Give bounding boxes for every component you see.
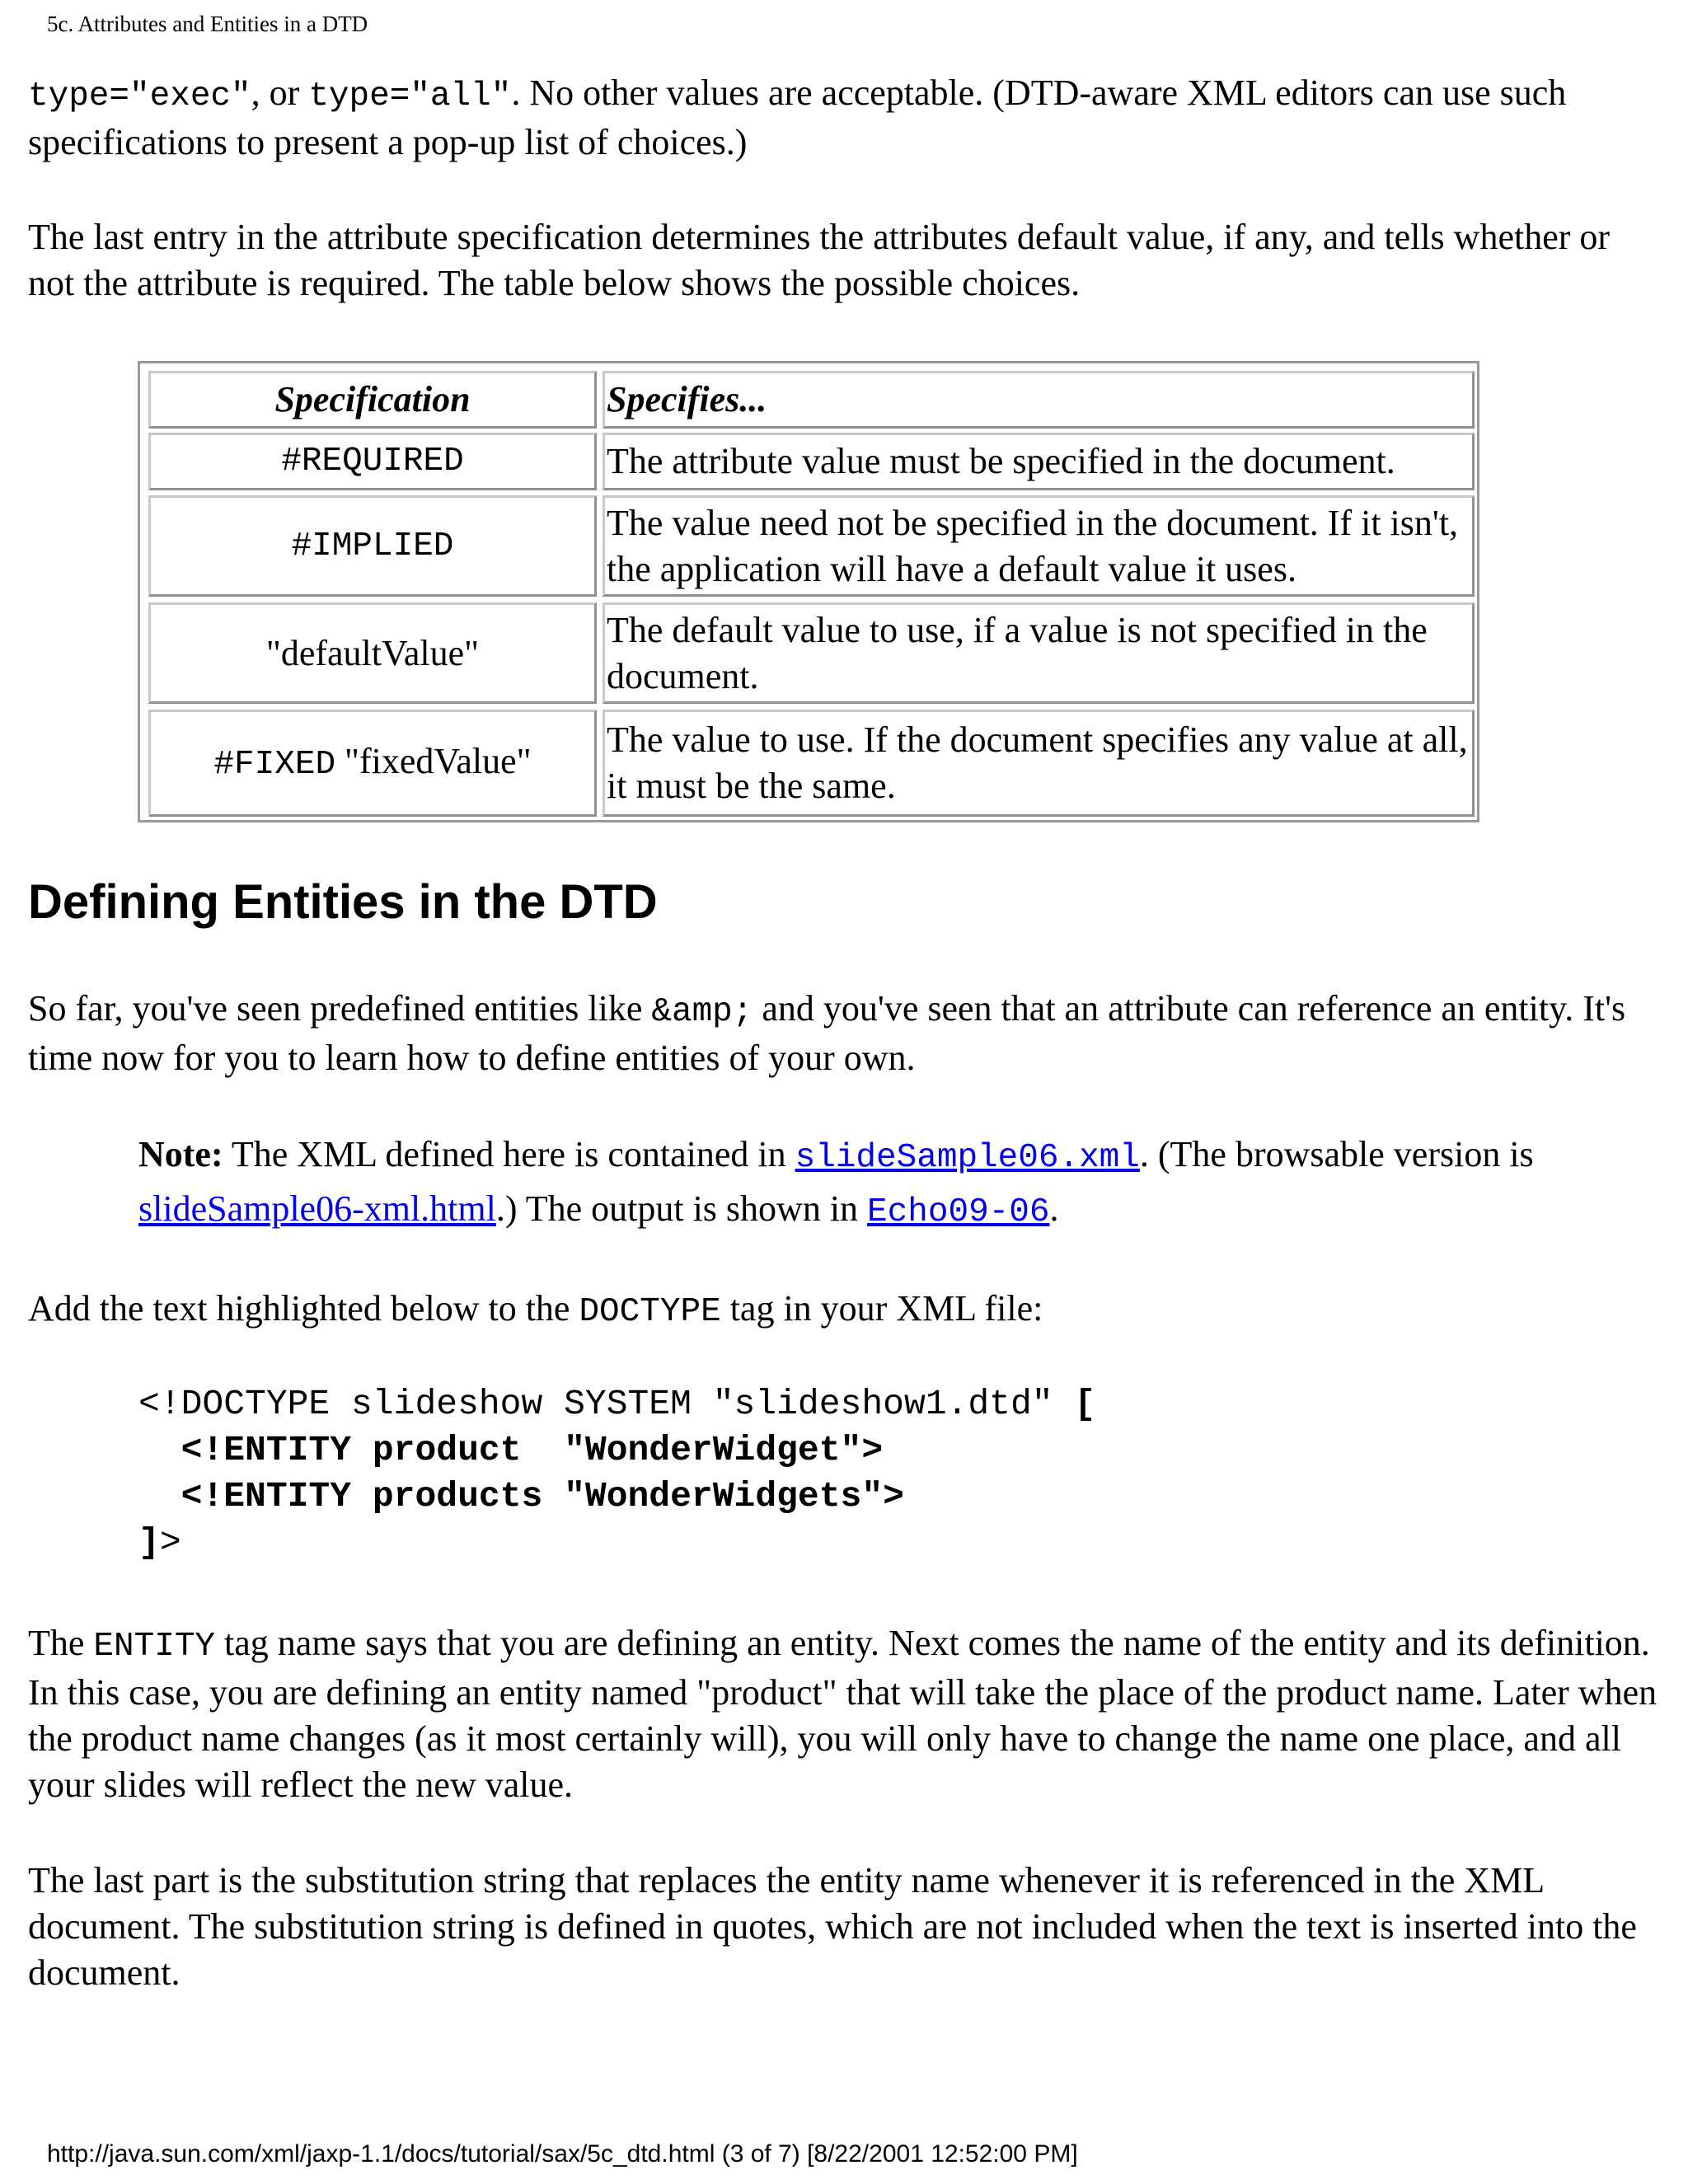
section-heading: Defining Entities in the DTD — [28, 875, 658, 929]
default-value-paragraph: The last entry in the attribute specification determines the attributes default value, if any, and tells whether or not the attribute is required. The table below shows the possible choices. — [28, 217, 1611, 303]
entity-explanation-paragraph — [28, 1620, 1660, 1808]
table-cell-desc — [603, 433, 1475, 490]
text-span: Add the text highlighted below to the — [28, 1288, 579, 1329]
slidesample06-xml-html-link[interactable]: slideSample06-xml.html — [138, 1188, 496, 1229]
text-span: . No other values are acceptable. (DTD-aware XML editors can use such specifications to present a pop-up list of choices.) — [28, 73, 1567, 162]
table-cell-desc — [603, 710, 1475, 817]
text-span: . (The browsable version is — [1139, 1134, 1534, 1174]
text-span: tag in your XML file: — [720, 1288, 1043, 1329]
note-paragraph — [138, 1129, 1622, 1238]
inline-code: &amp; — [651, 993, 753, 1031]
code-line-4: > — [159, 1522, 181, 1563]
code-line-2: <!ENTITY product "WonderWidget"> — [138, 1430, 884, 1470]
desc-text: The attribute value must be specified in the document. — [607, 441, 1395, 481]
text-span: .) The output is shown in — [495, 1188, 868, 1229]
inline-code: type="exec" — [28, 77, 251, 115]
table-cell-desc — [603, 495, 1475, 597]
text-span: The XML defined here is contained in — [223, 1134, 795, 1174]
entities-intro-paragraph — [28, 986, 1660, 1081]
table-cell-spec — [148, 433, 597, 490]
echo09-06-link[interactable]: Echo09-06 — [867, 1193, 1050, 1231]
substitution-paragraph: The last part is the substitution string that replaces the entity name whenever it is referenced in the XML document. The substitution string is defined in quotes, which are not included when the text is inserted into the document. — [28, 1860, 1637, 1993]
spec-text: "fixedValue" — [335, 741, 532, 781]
table-cell-desc — [603, 602, 1475, 704]
desc-text: The default value to use, if a value is not specified in the document. — [607, 609, 1428, 696]
inline-code: ENTITY — [93, 1628, 216, 1666]
spec-code: #REQUIRED — [281, 443, 464, 480]
text-span: , or — [251, 73, 309, 113]
desc-text: The value need not be specified in the document. If it isn't, the application will have a default value it uses. — [607, 502, 1459, 589]
specification-table — [138, 361, 1479, 823]
code-highlight: [ — [1074, 1384, 1096, 1424]
code-line-3: <!ENTITY products "WonderWidgets"> — [138, 1476, 904, 1516]
spec-code: #IMPLIED — [291, 527, 454, 565]
table-cell-spec — [148, 710, 597, 817]
add-text-paragraph — [28, 1286, 1660, 1335]
table-cell-spec — [148, 495, 597, 597]
table-cell-spec — [148, 602, 597, 704]
inline-code: type="all" — [308, 77, 512, 115]
desc-text: The value to use. If the document specifies any value at all, it must be the same. — [607, 719, 1468, 806]
spec-code: #FIXED — [213, 746, 336, 784]
code-highlight: ] — [138, 1522, 160, 1563]
page-header-title: 5c. Attributes and Entities in a DTD — [47, 12, 368, 36]
text-span: and you've seen that an attribute can reference an entity. It's time now for you to learn how to define entities of your own. — [28, 988, 1626, 1078]
slidesample06-xml-link[interactable]: slideSample06.xml — [795, 1139, 1140, 1177]
doctype-code-block — [138, 1381, 1095, 1566]
inline-code: DOCTYPE — [579, 1293, 721, 1331]
text-span: . — [1049, 1188, 1059, 1229]
code-line-1: <!DOCTYPE slideshow SYSTEM "slideshow1.dtd" — [138, 1384, 1075, 1424]
table-header-specifies: Specifies... — [603, 371, 1475, 429]
page-footer-url: http://java.sun.com/xml/jaxp-1.1/docs/tutorial/sax/5c_dtd.html (3 of 7) [8/22/2001 12:52:00 PM] — [47, 2140, 1078, 2168]
text-span: tag name says that you are defining an entity. Next comes the name of the entity and its definition. In this case, you are defining an entity named "product" that will take the place of the product name. Later when the product name changes (as it most certainly will), you will only have to change the name one place, and all your slides will reflect the new value. — [28, 1623, 1658, 1805]
table-header-specification: Specification — [148, 371, 597, 429]
text-span: The — [28, 1623, 94, 1663]
text-span: So far, you've seen predefined entities like — [28, 988, 652, 1029]
note-label: Note: — [138, 1134, 223, 1174]
intro-paragraph — [28, 70, 1660, 166]
spec-text: "defaultValue" — [265, 632, 480, 673]
